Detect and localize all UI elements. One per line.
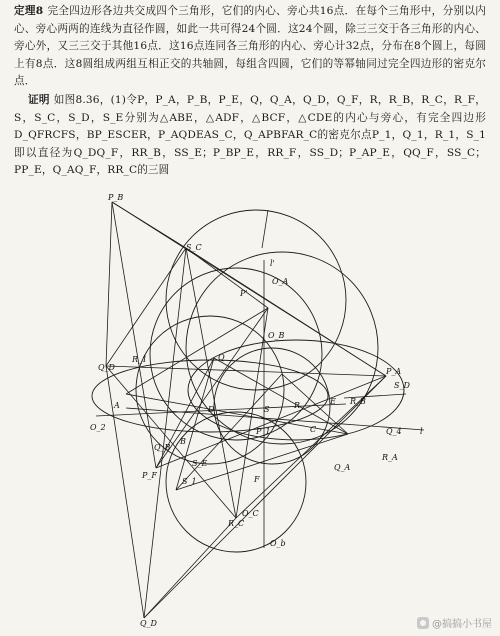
line-2	[106, 202, 112, 366]
label-rr: R	[294, 401, 301, 410]
label-ra: R_A	[382, 453, 398, 462]
label-e: E	[330, 397, 336, 406]
geometry-figure	[86, 193, 446, 630]
line-17	[96, 404, 346, 416]
line-16	[126, 408, 424, 430]
label-qa: Q_A	[334, 463, 351, 472]
label-qd: Q_D	[98, 363, 115, 372]
proof-label: 证明	[28, 93, 50, 106]
label-s: S	[264, 405, 270, 414]
text-block	[14, 3, 486, 180]
label-se: S_E	[192, 459, 208, 468]
proof-text: 如图8.36，(1)令P，P_A，P_B，P_E，Q，Q_A，Q_D，Q_F，R，R_B，R_C，R_F，S，S_C，S_D，S_E分别为△ABE，△ADF，△BCF，△CDE的内心与旁心，有完全四边形D_QFRCFS，BP_ESCER，P_AQDEAS_C，Q_APBFAR_C的密克尔点P_1，Q_1，R_1，S_1即以直径为Q_DQ_F，RR_B，SS_E；P_BP_E，RR_F，SS_D；P_AP_E，QQ_F，SS_C；PP_E，Q_AQ_F，RR_C的三圆	[14, 93, 486, 177]
circles	[92, 210, 404, 552]
line-20	[156, 376, 386, 468]
watermark	[417, 615, 492, 630]
label-pb: P_B	[108, 193, 124, 202]
line-9	[106, 366, 386, 376]
label-qb: Q_B	[154, 443, 171, 452]
label-l: l	[420, 427, 423, 436]
label-pa: P_A	[386, 367, 402, 376]
figure-8-36	[86, 193, 446, 630]
watermark-text: @搞搞小书屋	[432, 619, 492, 630]
label-oa: O_A	[272, 277, 289, 286]
label-sc: S_C	[186, 243, 202, 252]
label-lprime: l'	[270, 259, 275, 268]
label-rc: R_C	[228, 519, 245, 528]
line-8	[106, 248, 186, 366]
label-ob-lower: O_b	[270, 539, 286, 548]
label-b: B	[180, 437, 186, 446]
line-28	[186, 248, 268, 308]
label-a: A	[114, 401, 120, 410]
theorem-text: 完全四边形各边共交成四个三角形，它们的内心、旁心共16点．在每个三角形中，分别以内心、旁心两两的连线为直径作圆，如此一共可得24个圆．这24个圆，除三三交于各三角形的内心、旁心外，又三三交于其他16点．这16点连同各三角形的内心、旁心计32点，分布在8个圆上，每圆上有8点．这8圆组成两组互相正交的共轴圆，每组含四圆，它们的等幂轴同过完全四边形的密克尔点．	[14, 5, 486, 88]
line-19	[262, 210, 268, 248]
label-q: Q	[218, 353, 225, 362]
label-ob: O_B	[268, 331, 285, 340]
label-s1: S_1	[182, 477, 197, 486]
label-qd-lower: Q_D	[140, 619, 157, 628]
label-c: C	[310, 425, 317, 434]
label-sd: S_D	[394, 381, 410, 390]
label-oc: O_C	[242, 509, 259, 518]
line-3	[112, 202, 156, 468]
label-q4: Q_4	[386, 427, 402, 436]
account-icon	[417, 617, 429, 629]
label-f: F	[254, 475, 260, 484]
theorem-label: 定理8	[14, 5, 44, 17]
label-rb: R_B	[350, 397, 366, 406]
proof-paragraph	[14, 92, 486, 180]
label-o2: O_2	[90, 423, 106, 432]
line-12	[144, 518, 236, 618]
figure-labels	[90, 193, 423, 628]
theorem-paragraph	[14, 3, 486, 91]
label-pf: P_F	[142, 471, 157, 480]
label-d: D	[208, 405, 215, 414]
label-pprime: P'	[240, 289, 248, 298]
label-p1: P_1	[256, 427, 271, 436]
lines	[96, 202, 424, 618]
line-21	[156, 308, 271, 468]
label-r1: R_1	[132, 355, 148, 364]
